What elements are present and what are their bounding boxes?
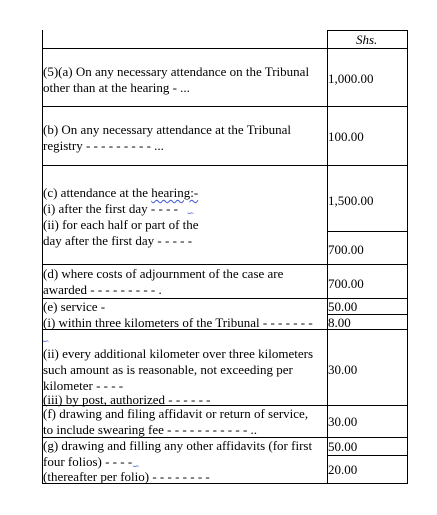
row-e-amount1: 50.00 [328,299,358,314]
row-g-line3: (thereafter per folio) - - - - - - - - [43,469,210,484]
row-ii-amount: 30.00 [328,362,358,377]
row-d-line1: (d) where costs of adjournment of the case are [43,266,284,281]
proofing-mark-icon: ﾠ∽ [178,208,194,218]
border-h [42,48,408,49]
border-h [327,455,408,456]
border-h [42,165,408,166]
row-f-line2: to include swearing fee - - - - - - - - - - - .. [43,422,258,437]
row-d-amount: 700.00 [328,276,364,291]
row-g-line2-text: four folios) - - - - [43,454,133,469]
row-e-line1: (e) service - [43,299,106,314]
row-b-line2: registry - - - - - - - - - ... [43,138,164,153]
row-b-line1: (b) On any necessary attendance at the Tribunal [43,122,292,137]
row-c-line3: (ii) for each half or part of the [43,217,199,232]
row-d-line2: awarded - - - - - - - - - . [43,282,162,297]
row-ii-line3: kilometer - - - - [43,378,124,393]
row-g-line1: (g) drawing and filling any other affidavits (for first [43,438,313,453]
row-ii-line2: such amount as is reasonable, not exceeding per [43,362,293,377]
row-c-line1-prefix: (c) attendance at the [43,185,152,200]
proofing-mark-icon: ∽ [42,336,49,346]
proofing-mark-icon: ∽ [132,461,139,471]
border-h [327,30,408,31]
row-5a-line2: other than at the hearing - ... [43,80,190,95]
row-f-amount: 30.00 [328,414,358,429]
row-g-amount2: 20.00 [328,462,358,477]
row-e-amount2: 8.00 [328,315,351,330]
border-h [42,264,408,265]
row-iii-line: (iii) by post, authorized - - - - - - [43,392,211,407]
border-h [327,231,408,232]
border-h [42,106,408,107]
row-c-line1 [43,185,198,201]
row-c-amount2: 700.00 [328,242,364,257]
row-c-amount1: 1,500.00 [328,193,374,208]
row-5a-line1: (5)(a) On any necessary attendance on the Tribunal [43,64,310,79]
row-g-amount1: 50.00 [328,439,358,454]
border-right [407,30,408,484]
row-f-line1: (f) drawing and filing affidavit or return of service, [43,406,309,421]
row-c-line2-text: (i) after the first day - - - - [43,201,178,216]
row-5a-amount: 1,000.00 [328,71,374,86]
amount-column-header: Shs. [356,32,378,47]
row-c-line4: day after the first day - - - - - [43,233,193,248]
row-e-line2: (i) within three kilometers of the Tribunal - - - - - - - [43,315,313,330]
row-ii-line1: (ii) every additional kilometer over three kilometers [43,346,314,361]
row-b-amount: 100.00 [328,129,364,144]
row-c-line1-word: hearing:- [151,185,199,200]
